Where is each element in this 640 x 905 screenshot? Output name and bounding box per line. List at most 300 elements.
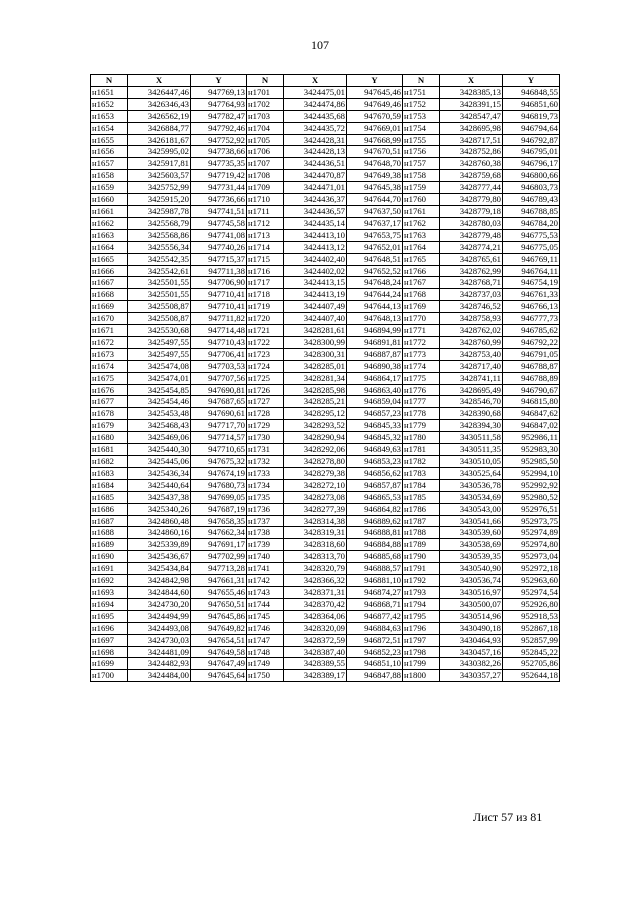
y-value-cell: 952867,18	[503, 622, 560, 634]
y-value-cell: 947645,64	[191, 670, 247, 682]
x-value-cell: 3430510,05	[440, 456, 503, 468]
point-id-cell: н1651	[91, 86, 128, 98]
x-value-cell: 3430464,93	[440, 634, 503, 646]
y-value-cell: 947715,37	[191, 253, 247, 265]
x-value-cell: 3430357,27	[440, 670, 503, 682]
point-id-cell: н1776	[403, 384, 440, 396]
x-value-cell: 3428277,39	[284, 503, 347, 515]
x-value-cell: 3430525,64	[440, 467, 503, 479]
x-value-cell: 3424494,99	[128, 610, 191, 622]
y-value-cell: 947706,41	[191, 348, 247, 360]
point-id-cell: н1738	[247, 527, 284, 539]
point-id-cell: н1745	[247, 610, 284, 622]
x-value-cell: 3425474,08	[128, 360, 191, 372]
y-value-cell: 947711,82	[191, 313, 247, 325]
x-value-cell: 3424436,57	[284, 205, 347, 217]
y-value-cell: 947658,35	[191, 515, 247, 527]
point-id-cell: н1797	[403, 634, 440, 646]
x-value-cell: 3424435,68	[284, 110, 347, 122]
point-id-cell: н1664	[91, 241, 128, 253]
point-id-cell: н1722	[247, 336, 284, 348]
table-row	[91, 313, 560, 325]
x-value-cell: 3424471,01	[284, 182, 347, 194]
table-row	[91, 586, 560, 598]
y-value-cell: 947687,65	[191, 396, 247, 408]
x-value-cell: 3428779,48	[440, 229, 503, 241]
x-value-cell: 3428371,31	[284, 586, 347, 598]
y-value-cell: 947710,41	[191, 301, 247, 313]
x-value-cell: 3428318,60	[284, 539, 347, 551]
x-value-cell: 3430457,16	[440, 646, 503, 658]
x-value-cell: 3425917,81	[128, 158, 191, 170]
x-value-cell: 3424413,15	[284, 277, 347, 289]
point-id-cell: н1710	[247, 194, 284, 206]
table-row	[91, 229, 560, 241]
x-value-cell: 3428300,31	[284, 348, 347, 360]
x-value-cell: 3424844,60	[128, 586, 191, 598]
y-value-cell: 952644,18	[503, 670, 560, 682]
x-value-cell: 3428753,40	[440, 348, 503, 360]
column-header-x: X	[284, 75, 347, 87]
point-id-cell: н1693	[91, 586, 128, 598]
y-value-cell: 946815,80	[503, 396, 560, 408]
table-row	[91, 301, 560, 313]
y-value-cell: 946884,63	[347, 622, 403, 634]
y-value-cell: 947644,70	[347, 194, 403, 206]
y-value-cell: 952972,18	[503, 563, 560, 575]
table-row	[91, 479, 560, 491]
y-value-cell: 947699,05	[191, 491, 247, 503]
y-value-cell: 952973,04	[503, 551, 560, 563]
y-value-cell: 946775,53	[503, 229, 560, 241]
point-id-cell: н1675	[91, 372, 128, 384]
table-row	[91, 491, 560, 503]
point-id-cell: н1779	[403, 420, 440, 432]
y-value-cell: 947644,13	[347, 301, 403, 313]
y-value-cell: 946849,63	[347, 444, 403, 456]
point-id-cell: н1742	[247, 575, 284, 587]
point-id-cell: н1714	[247, 241, 284, 253]
point-id-cell: н1741	[247, 563, 284, 575]
y-value-cell: 947714,48	[191, 325, 247, 337]
point-id-cell: н1698	[91, 646, 128, 658]
point-id-cell: н1652	[91, 98, 128, 110]
y-value-cell: 947670,59	[347, 110, 403, 122]
x-value-cell: 3424860,48	[128, 515, 191, 527]
y-value-cell: 946851,60	[503, 98, 560, 110]
y-value-cell: 946769,11	[503, 253, 560, 265]
x-value-cell: 3424482,93	[128, 658, 191, 670]
point-id-cell: н1734	[247, 479, 284, 491]
y-value-cell: 947703,53	[191, 360, 247, 372]
column-header-n: N	[91, 75, 128, 87]
point-id-cell: н1718	[247, 289, 284, 301]
point-id-cell: н1702	[247, 98, 284, 110]
y-value-cell: 947648,24	[347, 277, 403, 289]
x-value-cell: 3425340,26	[128, 503, 191, 515]
y-value-cell: 947710,43	[191, 336, 247, 348]
y-value-cell: 947714,57	[191, 432, 247, 444]
y-value-cell: 947741,08	[191, 229, 247, 241]
point-id-cell: н1681	[91, 444, 128, 456]
x-value-cell: 3425542,61	[128, 265, 191, 277]
x-value-cell: 3428760,99	[440, 336, 503, 348]
x-value-cell: 3428272,10	[284, 479, 347, 491]
point-id-cell: н1748	[247, 646, 284, 658]
y-value-cell: 946857,23	[347, 408, 403, 420]
table-row	[91, 610, 560, 622]
x-value-cell: 3425508,87	[128, 313, 191, 325]
x-value-cell: 3425339,89	[128, 539, 191, 551]
point-id-cell: н1783	[403, 467, 440, 479]
x-value-cell: 3424402,02	[284, 265, 347, 277]
x-value-cell: 3424474,86	[284, 98, 347, 110]
column-header-y: Y	[503, 75, 560, 87]
table-row	[91, 515, 560, 527]
y-value-cell: 952845,22	[503, 646, 560, 658]
point-id-cell: н1674	[91, 360, 128, 372]
x-value-cell: 3424481,09	[128, 646, 191, 658]
table-row	[91, 182, 560, 194]
x-value-cell: 3430516,97	[440, 586, 503, 598]
y-value-cell: 946872,51	[347, 634, 403, 646]
x-value-cell: 3424435,72	[284, 122, 347, 134]
table-row	[91, 86, 560, 98]
y-value-cell: 952980,52	[503, 491, 560, 503]
x-value-cell: 3430538,69	[440, 539, 503, 551]
point-id-cell: н1758	[403, 170, 440, 182]
point-id-cell: н1708	[247, 170, 284, 182]
point-id-cell: н1717	[247, 277, 284, 289]
point-id-cell: н1753	[403, 110, 440, 122]
x-value-cell: 3425501,55	[128, 277, 191, 289]
y-value-cell: 947707,56	[191, 372, 247, 384]
point-id-cell: н1665	[91, 253, 128, 265]
point-id-cell: н1699	[91, 658, 128, 670]
y-value-cell: 947661,31	[191, 575, 247, 587]
y-value-cell: 947662,34	[191, 527, 247, 539]
point-id-cell: н1771	[403, 325, 440, 337]
x-value-cell: 3428300,99	[284, 336, 347, 348]
y-value-cell: 947764,93	[191, 98, 247, 110]
table-body	[91, 86, 560, 681]
y-value-cell: 947654,51	[191, 634, 247, 646]
y-value-cell: 946891,81	[347, 336, 403, 348]
x-value-cell: 3428390,68	[440, 408, 503, 420]
point-id-cell: н1760	[403, 194, 440, 206]
column-header-n: N	[247, 75, 284, 87]
table-row	[91, 205, 560, 217]
y-value-cell: 946761,33	[503, 289, 560, 301]
point-id-cell: н1800	[403, 670, 440, 682]
y-value-cell: 947649,58	[191, 646, 247, 658]
y-value-cell: 946888,81	[347, 527, 403, 539]
point-id-cell: н1787	[403, 515, 440, 527]
y-value-cell: 947648,70	[347, 158, 403, 170]
x-value-cell: 3425454,85	[128, 384, 191, 396]
y-value-cell: 947668,99	[347, 134, 403, 146]
y-value-cell: 947675,32	[191, 456, 247, 468]
point-id-cell: н1754	[403, 122, 440, 134]
y-value-cell: 946764,11	[503, 265, 560, 277]
x-value-cell: 3430543,00	[440, 503, 503, 515]
point-id-cell: н1687	[91, 515, 128, 527]
y-value-cell: 946857,87	[347, 479, 403, 491]
x-value-cell: 3428366,32	[284, 575, 347, 587]
table-row	[91, 289, 560, 301]
y-value-cell: 952985,50	[503, 456, 560, 468]
x-value-cell: 3425436,67	[128, 551, 191, 563]
x-value-cell: 3430540,90	[440, 563, 503, 575]
point-id-cell: н1662	[91, 217, 128, 229]
x-value-cell: 3428278,80	[284, 456, 347, 468]
x-value-cell: 3425508,87	[128, 301, 191, 313]
y-value-cell: 946785,62	[503, 325, 560, 337]
y-value-cell: 946894,99	[347, 325, 403, 337]
point-id-cell: н1749	[247, 658, 284, 670]
table-row	[91, 134, 560, 146]
x-value-cell: 3425542,35	[128, 253, 191, 265]
point-id-cell: н1694	[91, 598, 128, 610]
point-id-cell: н1747	[247, 634, 284, 646]
y-value-cell: 947792,46	[191, 122, 247, 134]
table-row	[91, 432, 560, 444]
x-value-cell: 3428387,40	[284, 646, 347, 658]
point-id-cell: н1667	[91, 277, 128, 289]
x-value-cell: 3425915,20	[128, 194, 191, 206]
x-value-cell: 3424436,37	[284, 194, 347, 206]
x-value-cell: 3424436,51	[284, 158, 347, 170]
y-value-cell: 947690,61	[191, 408, 247, 420]
x-value-cell: 3426346,43	[128, 98, 191, 110]
x-value-cell: 3428295,12	[284, 408, 347, 420]
point-id-cell: н1743	[247, 586, 284, 598]
x-value-cell: 3428370,42	[284, 598, 347, 610]
x-value-cell: 3428394,30	[440, 420, 503, 432]
x-value-cell: 3424493,08	[128, 622, 191, 634]
x-value-cell: 3430514,96	[440, 610, 503, 622]
point-id-cell: н1761	[403, 205, 440, 217]
x-value-cell: 3428777,44	[440, 182, 503, 194]
x-value-cell: 3425468,43	[128, 420, 191, 432]
point-id-cell: н1655	[91, 134, 128, 146]
y-value-cell: 946795,01	[503, 146, 560, 158]
x-value-cell: 3430536,74	[440, 575, 503, 587]
x-value-cell: 3428780,03	[440, 217, 503, 229]
y-value-cell: 946874,27	[347, 586, 403, 598]
y-value-cell: 946852,23	[347, 646, 403, 658]
table-row	[91, 265, 560, 277]
x-value-cell: 3428758,93	[440, 313, 503, 325]
y-value-cell: 946884,88	[347, 539, 403, 551]
point-id-cell: н1715	[247, 253, 284, 265]
x-value-cell: 3424842,98	[128, 575, 191, 587]
x-value-cell: 3430382,26	[440, 658, 503, 670]
point-id-cell: н1685	[91, 491, 128, 503]
table-row	[91, 241, 560, 253]
point-id-cell: н1772	[403, 336, 440, 348]
x-value-cell: 3424413,12	[284, 241, 347, 253]
y-value-cell: 946792,87	[503, 134, 560, 146]
x-value-cell: 3430534,69	[440, 491, 503, 503]
x-value-cell: 3425434,84	[128, 563, 191, 575]
y-value-cell: 946856,62	[347, 467, 403, 479]
table-row	[91, 420, 560, 432]
x-value-cell: 3424470,87	[284, 170, 347, 182]
x-value-cell: 3424730,20	[128, 598, 191, 610]
point-id-cell: н1755	[403, 134, 440, 146]
point-id-cell: н1716	[247, 265, 284, 277]
point-id-cell: н1762	[403, 217, 440, 229]
x-value-cell: 3424413,10	[284, 229, 347, 241]
point-id-cell: н1751	[403, 86, 440, 98]
column-header-x: X	[128, 75, 191, 87]
table-row	[91, 98, 560, 110]
y-value-cell: 946845,33	[347, 420, 403, 432]
table-row	[91, 670, 560, 682]
y-value-cell: 947648,51	[347, 253, 403, 265]
y-value-cell: 946777,73	[503, 313, 560, 325]
x-value-cell: 3424428,31	[284, 134, 347, 146]
point-id-cell: н1785	[403, 491, 440, 503]
y-value-cell: 947690,81	[191, 384, 247, 396]
column-header-n: N	[403, 75, 440, 87]
table-row	[91, 575, 560, 587]
y-value-cell: 946788,87	[503, 360, 560, 372]
table-row	[91, 360, 560, 372]
x-value-cell: 3428774,21	[440, 241, 503, 253]
y-value-cell: 946877,42	[347, 610, 403, 622]
y-value-cell: 952986,11	[503, 432, 560, 444]
y-value-cell: 946819,73	[503, 110, 560, 122]
y-value-cell: 946859,04	[347, 396, 403, 408]
y-value-cell: 947717,70	[191, 420, 247, 432]
x-value-cell: 3430539,35	[440, 551, 503, 563]
y-value-cell: 952705,86	[503, 658, 560, 670]
x-value-cell: 3428290,94	[284, 432, 347, 444]
table-row	[91, 598, 560, 610]
x-value-cell: 3425440,64	[128, 479, 191, 491]
point-id-cell: н1669	[91, 301, 128, 313]
point-id-cell: н1670	[91, 313, 128, 325]
x-value-cell: 3428313,70	[284, 551, 347, 563]
y-value-cell: 947652,52	[347, 265, 403, 277]
point-id-cell: н1682	[91, 456, 128, 468]
y-value-cell: 952963,60	[503, 575, 560, 587]
y-value-cell: 946792,22	[503, 336, 560, 348]
point-id-cell: н1736	[247, 503, 284, 515]
point-id-cell: н1766	[403, 265, 440, 277]
y-value-cell: 946848,55	[503, 86, 560, 98]
y-value-cell: 947782,47	[191, 110, 247, 122]
point-id-cell: н1691	[91, 563, 128, 575]
point-id-cell: н1780	[403, 432, 440, 444]
point-id-cell: н1689	[91, 539, 128, 551]
point-id-cell: н1767	[403, 277, 440, 289]
point-id-cell: н1688	[91, 527, 128, 539]
y-value-cell: 946789,43	[503, 194, 560, 206]
table-row	[91, 217, 560, 229]
table-row	[91, 253, 560, 265]
x-value-cell: 3428320,09	[284, 622, 347, 634]
point-id-cell: н1695	[91, 610, 128, 622]
y-value-cell: 946881,10	[347, 575, 403, 587]
x-value-cell: 3428364,06	[284, 610, 347, 622]
y-value-cell: 947680,73	[191, 479, 247, 491]
x-value-cell: 3428319,31	[284, 527, 347, 539]
x-value-cell: 3425453,48	[128, 408, 191, 420]
x-value-cell: 3428391,15	[440, 98, 503, 110]
point-id-cell: н1668	[91, 289, 128, 301]
x-value-cell: 3424407,40	[284, 313, 347, 325]
y-value-cell: 947653,75	[347, 229, 403, 241]
x-value-cell: 3428762,99	[440, 265, 503, 277]
point-id-cell: н1696	[91, 622, 128, 634]
point-id-cell: н1663	[91, 229, 128, 241]
point-id-cell: н1790	[403, 551, 440, 563]
point-id-cell: н1768	[403, 289, 440, 301]
point-id-cell: н1657	[91, 158, 128, 170]
point-id-cell: н1730	[247, 432, 284, 444]
page-number: 107	[311, 38, 329, 52]
y-value-cell: 947735,35	[191, 158, 247, 170]
y-value-cell: 947736,66	[191, 194, 247, 206]
y-value-cell: 952974,80	[503, 539, 560, 551]
point-id-cell: н1654	[91, 122, 128, 134]
y-value-cell: 946845,32	[347, 432, 403, 444]
x-value-cell: 3425568,79	[128, 217, 191, 229]
y-value-cell: 946790,67	[503, 384, 560, 396]
point-id-cell: н1658	[91, 170, 128, 182]
table-row	[91, 646, 560, 658]
y-value-cell: 947650,51	[191, 598, 247, 610]
y-value-cell: 946868,71	[347, 598, 403, 610]
table-row	[91, 372, 560, 384]
y-value-cell: 946766,13	[503, 301, 560, 313]
table-row	[91, 277, 560, 289]
y-value-cell: 947652,01	[347, 241, 403, 253]
y-value-cell: 947731,44	[191, 182, 247, 194]
y-value-cell: 946788,85	[503, 205, 560, 217]
x-value-cell: 3428285,01	[284, 360, 347, 372]
x-value-cell: 3424402,40	[284, 253, 347, 265]
point-id-cell: н1773	[403, 348, 440, 360]
x-value-cell: 3425469,06	[128, 432, 191, 444]
y-value-cell: 947645,86	[191, 610, 247, 622]
x-value-cell: 3424428,13	[284, 146, 347, 158]
point-id-cell: н1719	[247, 301, 284, 313]
x-value-cell: 3428281,34	[284, 372, 347, 384]
point-id-cell: н1765	[403, 253, 440, 265]
point-id-cell: н1746	[247, 622, 284, 634]
x-value-cell: 3428285,21	[284, 396, 347, 408]
x-value-cell: 3425530,68	[128, 325, 191, 337]
x-value-cell: 3428765,61	[440, 253, 503, 265]
x-value-cell: 3428746,52	[440, 301, 503, 313]
table-row	[91, 551, 560, 563]
x-value-cell: 3425497,55	[128, 336, 191, 348]
y-value-cell: 947691,17	[191, 539, 247, 551]
x-value-cell: 3428372,59	[284, 634, 347, 646]
point-id-cell: н1744	[247, 598, 284, 610]
x-value-cell: 3424413,19	[284, 289, 347, 301]
y-value-cell: 947674,19	[191, 467, 247, 479]
point-id-cell: н1792	[403, 575, 440, 587]
x-value-cell: 3426447,46	[128, 86, 191, 98]
point-id-cell: н1729	[247, 420, 284, 432]
y-value-cell: 947713,28	[191, 563, 247, 575]
y-value-cell: 946788,89	[503, 372, 560, 384]
